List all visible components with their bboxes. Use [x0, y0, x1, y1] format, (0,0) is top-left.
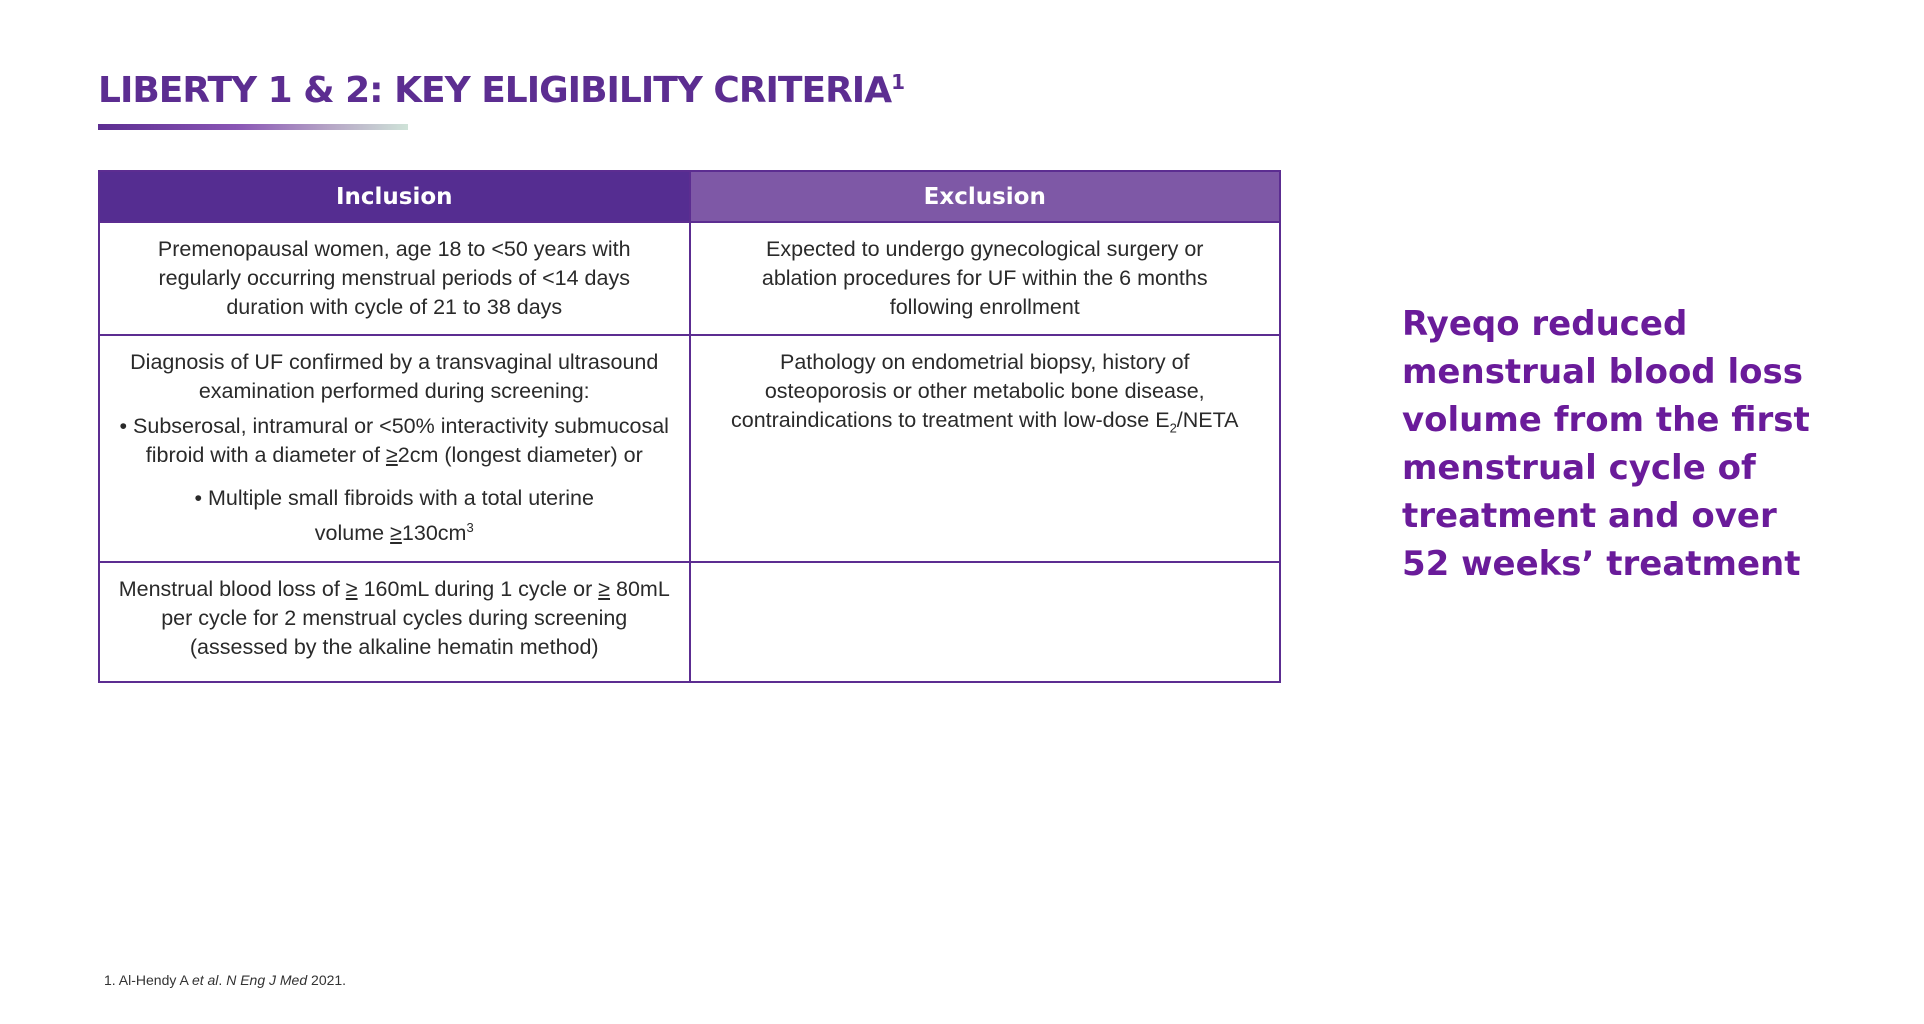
inclusion-cell — [99, 222, 690, 335]
exclusion-cell — [690, 335, 1281, 562]
greater-equal-symbol: ≥ — [345, 577, 358, 601]
greater-equal-symbol: ≥ — [598, 577, 611, 601]
greater-equal-symbol: ≥ — [385, 443, 398, 467]
cell-line: osteoporosis or other metabolic bone disease, — [764, 379, 1205, 403]
cell-line: (assessed by the alkaline hematin method) — [189, 635, 599, 659]
callout-line: Ryeqo reduced — [1402, 304, 1688, 344]
text-run: 2cm (longest diameter) or — [397, 443, 643, 467]
exclusion-cell — [690, 222, 1281, 335]
subscript: 2 — [1169, 420, 1177, 436]
page-title — [98, 70, 904, 111]
cell-line: Pathology on endometrial biopsy, history of — [779, 350, 1190, 374]
bullet-line — [108, 513, 681, 548]
text-run: 160mL during 1 cycle or — [357, 577, 599, 601]
cubic-superscript: 3 — [466, 520, 474, 535]
title-underline — [98, 124, 408, 130]
cell-line: Diagnosis of UF confirmed by a transvaginal ultrasound — [130, 350, 659, 374]
exclusion-cell-empty — [690, 562, 1281, 682]
text-run: volume — [314, 521, 391, 546]
cell-line: per cycle for 2 menstrual cycles during screening — [161, 606, 628, 630]
footnote-journal: N Eng J Med — [226, 972, 308, 988]
cell-line: Premenopausal women, age 18 to <50 years with — [157, 237, 631, 261]
bullet-line: • Subserosal, intramural or <50% interactivity submucosal — [119, 414, 669, 438]
text-run: 130cm — [401, 521, 467, 546]
reference-footnote — [104, 972, 346, 988]
key-finding-callout — [1402, 300, 1822, 588]
inclusion-cell — [99, 562, 690, 682]
cell-line: ablation procedures for UF within the 6 months — [761, 266, 1208, 290]
table-row — [99, 335, 1280, 562]
callout-line: treatment and over — [1402, 496, 1777, 536]
inclusion-header: Inclusion — [99, 171, 690, 222]
cell-line: following enrollment — [889, 295, 1080, 319]
exclusion-header: Exclusion — [690, 171, 1281, 222]
table-row — [99, 222, 1280, 335]
cell-line: examination performed during screening: — [198, 379, 590, 403]
footnote-text: 1. Al-Hendy A — [104, 972, 192, 988]
callout-line: menstrual blood loss — [1402, 352, 1803, 392]
cell-line — [699, 406, 1272, 442]
footnote-year: 2021. — [307, 972, 347, 988]
cell-line — [108, 575, 681, 604]
bullet-line — [108, 441, 681, 470]
bullet-line: • Multiple small fibroids with a total uterine — [194, 486, 594, 510]
table-header-row — [99, 171, 1280, 222]
inclusion-cell — [99, 335, 690, 562]
footnote-text: . — [218, 972, 227, 988]
text-run: fibroid with a diameter of — [145, 443, 386, 467]
callout-line: menstrual cycle of — [1402, 448, 1756, 488]
callout-line: volume from the first — [1402, 400, 1810, 440]
callout-line: 52 weeks’ treatment — [1402, 544, 1801, 584]
cell-line: regularly occurring menstrual periods of <14 days — [158, 266, 630, 290]
eligibility-criteria-table — [98, 170, 1281, 683]
text-run: 80mL — [610, 577, 670, 601]
text-run: contraindications to treatment with low-dose E — [730, 408, 1170, 432]
page-title-text: LIBERTY 1 & 2: KEY ELIGIBILITY CRITERIA — [98, 70, 892, 111]
text-run: /NETA — [1176, 408, 1239, 432]
greater-equal-symbol: ≥ — [390, 521, 402, 546]
cell-line: duration with cycle of 21 to 38 days — [226, 295, 563, 319]
footnote-etal: et al — [191, 972, 219, 988]
title-reference-superscript: 1 — [891, 70, 904, 94]
table-row — [99, 562, 1280, 682]
text-run: Menstrual blood loss of — [118, 577, 346, 601]
cell-line: Expected to undergo gynecological surgery or — [766, 237, 1204, 261]
